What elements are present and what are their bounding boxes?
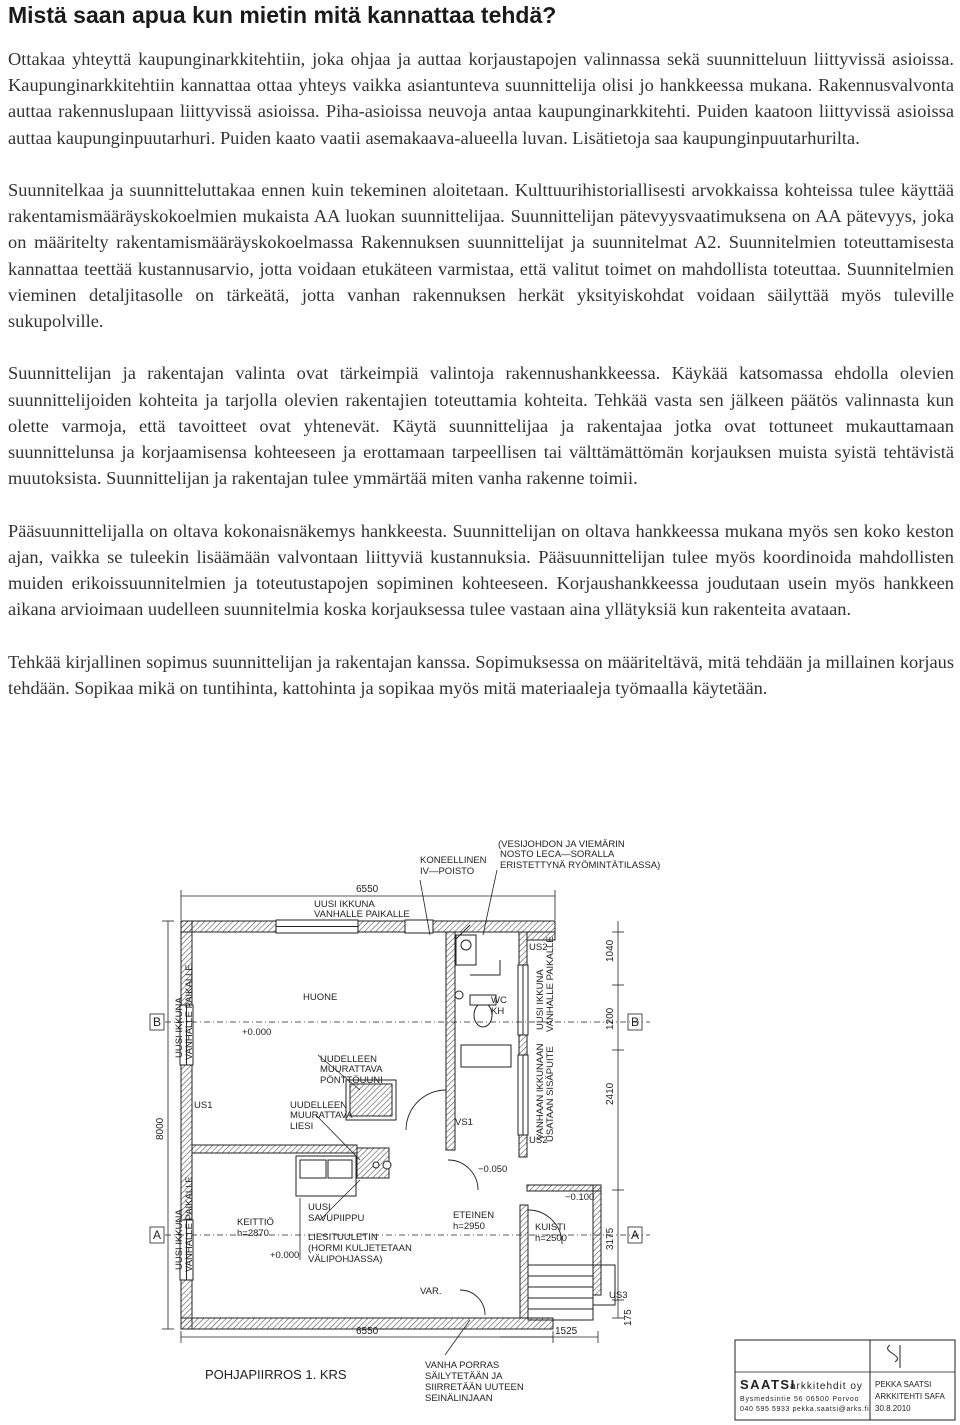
note-pontto-1: UUDELLEEN <box>320 1054 378 1065</box>
dim-bottom-step: 1525 <box>555 1326 578 1337</box>
staircase <box>528 1265 615 1320</box>
note-window-top-2: VANHALLE PAIKALLE <box>314 909 410 920</box>
code-us2a: US2 <box>529 942 548 953</box>
company-address: Bysmedsintie 56 06500 Porvoo <box>740 1396 860 1403</box>
axis-b-right: B <box>631 1015 640 1029</box>
code-us2b: US2 <box>529 1135 548 1146</box>
company-contact: 040 595 5933 pekka.saatsi@arks.fi <box>740 1406 870 1413</box>
grid-axes <box>150 1014 650 1243</box>
company-name: SAATSI <box>740 1377 796 1392</box>
room-keittio-height: h=2870 <box>237 1228 269 1239</box>
note-window-top-1: UUSI IKKUNA <box>314 899 375 910</box>
note-koneellinen-1: KONEELLINEN <box>420 855 487 866</box>
note-window-left2-1: UUSI IKKUNA <box>174 1209 185 1270</box>
note-liesitu-3: VÄLIPOHJASSA) <box>308 1254 383 1265</box>
note-liesitu-1: LIESITUULETIN <box>308 1232 378 1243</box>
note-savupiippu-2: SAVUPIIPPU <box>308 1213 365 1224</box>
note-vesijohdon-2: NOSTO LECA—SORALLA <box>500 849 615 860</box>
note-window-left-2: VANHALLE PAIKALLE <box>184 964 195 1060</box>
code-us1: US1 <box>194 1100 213 1111</box>
level-3: −0.050 <box>478 1164 508 1175</box>
axis-b-left: B <box>153 1015 162 1029</box>
paragraph: Tehkää kirjallinen sopimus suunnittelijan ja rakentajan kanssa. Sopimuksessa on määriteltävä, mitä tehdään ja millainen korjaus tehdään. Sopikaa mikä on tuntihinta, kattohinta ja sopikaa myös mitä materiaaleja työmaalla käytetään. <box>8 651 954 698</box>
dim-bottom: 6550 <box>356 1326 379 1337</box>
fireplace-elements <box>296 1080 396 1196</box>
paragraph: Suunnittelijan ja rakentajan valinta ovat tärkeimpiä valintoja rakennushankkeessa. Käykää katsomassa ehdolla olevien suunnittelijoiden kohteita ja tarjolla olevien rakentajien toteuttamia kohteita. Tehkää vasta sen jälkeen päätös valinnasta kun olette varmoja, että tavoitteet ovat yhtenevät. Käytä suunnittelijaa ja rakentajaa jotka ovat tottuneet mukauttamaan suunnittelunsa ja korjaamisensa kohteeseen ja erottamaan tarpeellisen tai välttämättömän korjauksen muista syistä tehtävistä muutoksista. Suunnittelijan ja rakentajan tulee ymmärtää miten vanha rakenne toimii. <box>8 363 954 489</box>
note-window-right-1: UUSI IKKUNA <box>535 969 546 1030</box>
room-wc: WC <box>491 995 507 1006</box>
note-koneellinen-2: IV—POISTO <box>420 866 475 877</box>
note-liesitu-2: (HORMI KULJETETAAN <box>308 1243 412 1254</box>
dim-r1: 1040 <box>605 939 616 962</box>
note-window-right-2: VANHALLE PAIKALLE <box>545 936 556 1032</box>
room-kuisti: KUISTI <box>535 1222 566 1233</box>
room-huone: HUONE <box>303 992 338 1003</box>
note-vesijohdon-3: ERISTETTYNÄ RYÖMINTÄTILASSA) <box>500 860 661 871</box>
note-savupiippu-1: UUSI <box>308 1202 331 1213</box>
note-vanhaan-1: VANHAAN IKKUNAAN <box>535 1043 546 1140</box>
logo-mark <box>888 1345 900 1368</box>
room-var: VAR. <box>420 1286 442 1297</box>
room-keittio: KEITTIÖ <box>237 1217 274 1228</box>
dim-top: 6550 <box>356 884 379 895</box>
dim-r4: 3175 <box>605 1227 616 1250</box>
dim-r2: 1200 <box>605 1007 616 1030</box>
room-kh: KH <box>491 1006 505 1017</box>
note-pontto-2: MUURATTAVA <box>320 1064 383 1075</box>
note-window-left2-2: VANHALLE PAIKALLE <box>184 1176 195 1272</box>
note-porras-2: SÄILYTETÄÄN JA <box>425 1371 503 1382</box>
paragraph: Ottakaa yhteyttä kaupunginarkkitehtiin, joka ohjaa ja auttaa korjaustapojen valinnassa sekä suunnitteluun liittyvissä asioissa. Kaupunginarkkitehtiin kannattaa ottaa yhteys vaikka asiantunteva suunnittelija olisi jo hankkeessa mukana. Rakennusvalvonta auttaa rakennuslupaan liittyvissä asioissa. Piha-asioissa neuvoja antaa kaupunginarkkitehti. Puiden kaatoon liittyvissä asioissa auttaa kaupunginpuutarhuri. Puiden kaato vaatii asemakaava-alueella luvan. Lisätietoja saa kaupunginpuutarhurilta. <box>8 49 954 148</box>
note-vanhaan-2: USATAAN SISÄPUITE <box>545 1046 556 1142</box>
note-liesi-2: MUURATTAVA <box>290 1110 353 1121</box>
note-liesi-1: UUDELLEEN <box>290 1100 348 1111</box>
room-eteinen: ETEINEN <box>453 1210 495 1221</box>
dim-r3: 2410 <box>605 1082 616 1105</box>
note-pontto-3: PÖNTTÖUUNI <box>320 1075 383 1086</box>
designer-name: PEKKA SAATSI <box>875 1380 932 1389</box>
note-porras-1: VANHA PORRAS <box>425 1360 500 1371</box>
level-4: −0.100 <box>565 1192 595 1203</box>
designer-title: ARKKITEHTI SAFA <box>875 1392 945 1401</box>
axis-a-right: A <box>631 1228 640 1242</box>
plan-name: POHJAPIIRROS 1. KRS <box>205 1367 347 1382</box>
note-window-left-1: UUSI IKKUNA <box>174 997 185 1058</box>
dim-r5: 175 <box>623 1309 634 1326</box>
level-1: +0.000 <box>242 1027 272 1038</box>
note-porras-4: SEINÄLINJAAN <box>425 1393 493 1404</box>
axis-a-left: A <box>153 1228 162 1242</box>
drawing-date: 30.8.2010 <box>875 1404 911 1413</box>
level-2: +0.000 <box>270 1250 300 1261</box>
room-eteinen-height: h=2950 <box>453 1221 485 1232</box>
room-kuisti-height: h=2500 <box>535 1233 567 1244</box>
dim-left: 8000 <box>155 1117 166 1140</box>
note-liesi-3: LIESI <box>290 1121 314 1132</box>
page-title: Mistä saan apua kun mietin mitä kannattaa tehdä? <box>8 2 557 28</box>
company-suffix: arkkitehdit oy <box>790 1381 863 1392</box>
code-vs1: VS1 <box>455 1117 473 1128</box>
note-vesijohdon-1: (VESIJOHDON JA VIEMÄRIN <box>498 839 625 850</box>
note-porras-3: SIIRRETÄÄN UUTEEN <box>425 1382 524 1393</box>
code-us3: US3 <box>609 1290 628 1301</box>
paragraph: Pääsuunnittelijalla on oltava kokonaisnäkemys hankkeesta. Suunnittelijan on oltava hankkeessa mukana myös sen koko keston ajan, vaikka se tuleekin lisäämään valvontaan liittyviä kustannuksia. Pääsuunnittelijan tulee myös koordinoida mahdollisten muiden erikoissuunnitelmien ja toteutustapojen sopiminen kohteeseen. Korjaushankkeessa joudutaan usein myös hankkeen aikana arvioimaan uudelleen suunnitelmia koska korjauksessa tulee vastaan aina yllätyksiä kun rakenteita avataan. <box>8 520 954 620</box>
paragraph: Suunnitelkaa ja suunnitteluttakaa ennen kuin tekeminen aloitetaan. Kulttuurihistoriallisesti arvokkaissa kohteissa tulee käyttää rakentamismääräyskokoelmien mukaista AA luokan suunnittelijaa. Suunnittelijan pätevyysvaatimuksena on AA pätevyys, joka on määritelty rakentamismääräyskokoelmassa Rakennuksen suunnittelijat ja suunnitelmat A2. Suunnitelmien toteuttamisesta kannattaa teettää kustannusarvio, jotta voidaan etukäteen varmistaa, että valitut toimet on mahdollista toteuttaa. Suunnitelmien vieminen detaljitasolle on tärkeätä, jotta vanhan rakennuksen herkät yksityiskohdat voidaan säilyttää myös tuleville sukupolville. <box>8 180 954 332</box>
